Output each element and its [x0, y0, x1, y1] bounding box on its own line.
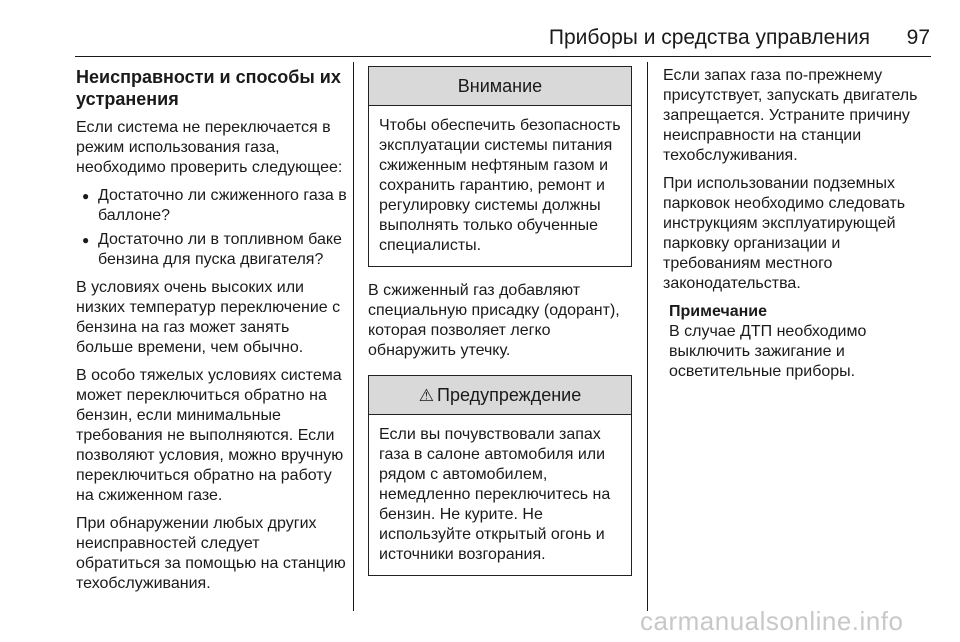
section-heading: Неисправности и способы их устранения	[76, 67, 341, 109]
attention-text: Чтобы обеспечить безопасность эксплуатации системы питания сжиженным нефтяным газом и сохранить гарантию, ремонт и регулировку системы должны выполнять только обученные специалисты.	[379, 117, 621, 254]
attention-box	[368, 66, 632, 267]
note-text: В случае ДТП необходимо выключить зажигание и осветительные приборы.	[669, 323, 867, 380]
service-paragraph: При обнаружении любых других неисправностей следует обратиться за помощью на станцию техобслуживания.	[76, 515, 346, 592]
column-right	[663, 66, 930, 382]
column-left	[76, 66, 348, 602]
warning-text: Если вы почувствовали запах газа в салоне автомобиля или рядом с автомобилем, немедленно переключитесь на бензин. Не курите. Не используйте открытый огонь и источники возгорания.	[379, 426, 611, 563]
column-middle	[368, 66, 632, 590]
attention-title: Внимание	[369, 67, 631, 106]
list-item: ● Достаточно ли сжиженного газа в баллоне?	[76, 186, 348, 226]
warning-icon: ⚠	[418, 386, 435, 405]
intro-paragraph: Если система не переключается в режим использования газа, необходимо проверить следующее:	[76, 119, 343, 176]
note-title: Примечание	[669, 303, 768, 320]
warning-title: Предупреждение	[437, 385, 582, 405]
conditions-paragraph: В особо тяжелых условиях система может переключиться обратно на бензин, если минимальные требования не выполняются. Если позволяют условия, можно вручную переключиться обратно на работу на сжиженном газе.	[76, 367, 344, 504]
note-block	[663, 302, 930, 382]
page-number: 97	[906, 26, 930, 49]
watermark: carmanualsonline.info	[640, 606, 904, 636]
warning-header	[369, 376, 631, 415]
column-divider-left	[353, 62, 354, 611]
page-header-title: Приборы и средства управления	[548, 26, 870, 49]
temperature-paragraph: В условиях очень высоких или низких температур переключение с бензина на газ может занять больше времени, чем обычно.	[76, 279, 341, 356]
gas-smell-paragraph: Если запах газа по-прежнему присутствует, запускать двигатель запрещается. Устраните причину неисправности на станции техобслуживания.	[663, 67, 918, 164]
warning-box	[368, 375, 632, 576]
odorant-paragraph: В сжиженный газ добавляют специальную присадку (одорант), которая позволяет легко обнаружить утечку.	[368, 282, 620, 359]
column-divider-right	[647, 62, 648, 611]
header-divider	[75, 56, 931, 57]
list-item: ● Достаточно ли в топливном баке бензина для пуска двигателя?	[76, 230, 348, 270]
parking-paragraph: При использовании подземных парковок необходимо следовать инструкциям эксплуатирующей парковку организации и требованиям местного законодательства.	[663, 175, 906, 292]
check-list	[76, 186, 348, 270]
